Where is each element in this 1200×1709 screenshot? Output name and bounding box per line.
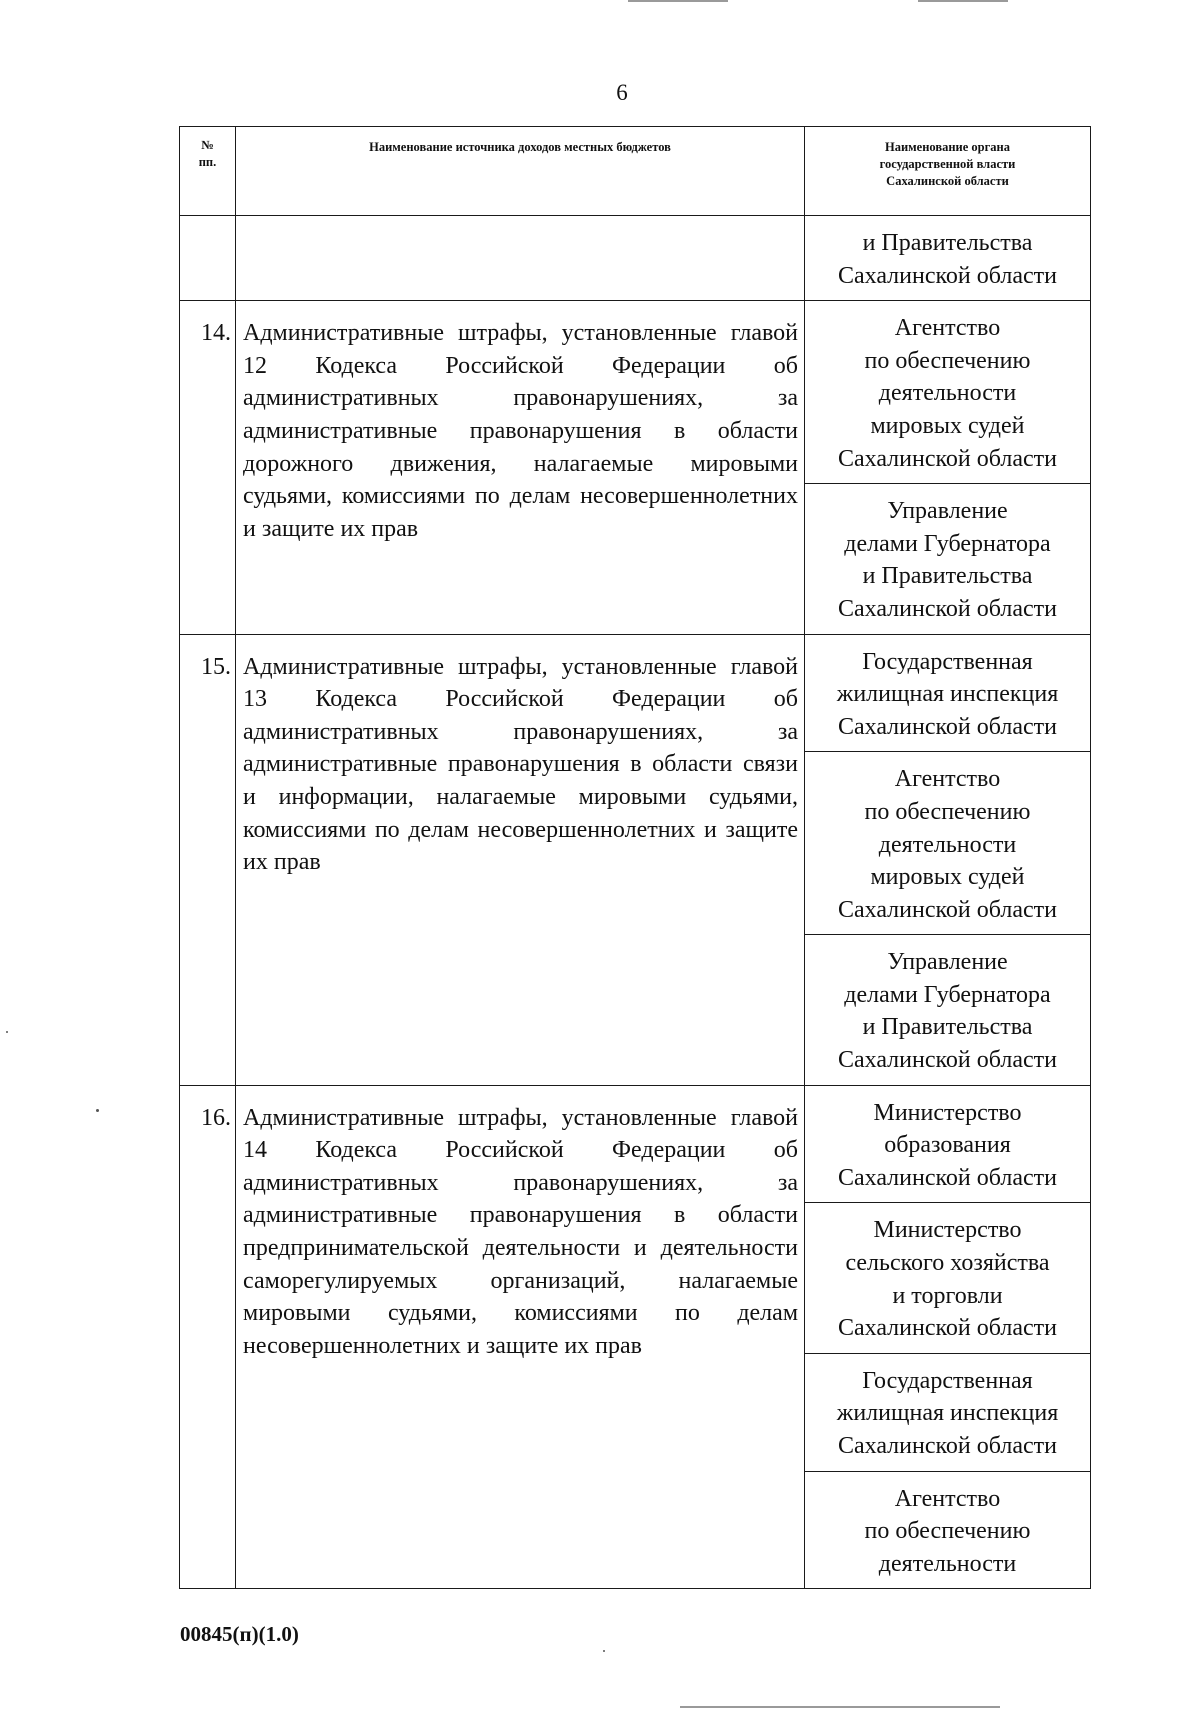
authority-name-line: Управление xyxy=(887,498,1008,525)
authority-cell xyxy=(805,1471,1091,1589)
authority-name-line: мировых судей xyxy=(870,412,1025,439)
header-authority xyxy=(805,127,1091,216)
authority-name-line: по обеспечению xyxy=(864,798,1031,825)
header-authority-line: Сахалинской области xyxy=(886,174,1009,188)
row-number: 16. xyxy=(180,1085,236,1589)
authority-cell xyxy=(805,752,1091,935)
authority-name-line: Агентство xyxy=(894,766,1001,793)
authority-name-line: жилищная инспекция xyxy=(836,681,1059,708)
authority-name-line: и Правительства xyxy=(862,563,1033,590)
authority-name-line: Государственная xyxy=(862,648,1033,675)
authority-name-line: Государственная xyxy=(862,1367,1033,1394)
header-authority-line: Наименование органа xyxy=(884,140,1011,154)
table-row xyxy=(180,634,1091,752)
authority-cell xyxy=(805,301,1091,484)
header-source-name: Наименование источника доходов местных бюджетов xyxy=(236,127,805,216)
authority-name-line: Агентство xyxy=(894,315,1001,342)
authority-name-line: Министерство xyxy=(873,1099,1022,1126)
authority-name-line: по обеспечению xyxy=(864,1518,1031,1545)
authority-name-line: делами Губернатора xyxy=(844,530,1051,557)
authority-name-line: деятельности xyxy=(878,380,1017,407)
scan-artifact-speck xyxy=(6,1031,8,1033)
authority-name-line: Сахалинской области xyxy=(837,1315,1058,1342)
authority-cell xyxy=(805,935,1091,1085)
authority-name-line: Агентство xyxy=(894,1485,1001,1512)
authority-name-line: Сахалинской области xyxy=(837,1047,1058,1074)
authority-name-line: Министерство xyxy=(873,1217,1022,1244)
header-num xyxy=(180,127,236,216)
scan-artifact-speck xyxy=(603,1650,605,1652)
table-row xyxy=(180,1085,1091,1203)
revenue-source-name: Административные штрафы, установленные главой 13 Кодекса Российской Федерации об административных правонарушениях, за административные правонарушения в области связи и информации, налагаемые мировыми судьями, комиссиями по делам несовершеннолетних и защите их прав xyxy=(236,634,805,1085)
authority-cell xyxy=(805,634,1091,752)
revenue-source-name: Административные штрафы, установленные главой 12 Кодекса Российской Федерации об административных правонарушениях, за административные правонарушения в области дорожного движения, налагаемые мировыми судьями, комиссиями по делам несовершеннолетних и защите их прав xyxy=(236,301,805,634)
scan-artifact-speck xyxy=(96,1109,99,1112)
authority-name-line: и Правительства xyxy=(862,230,1033,256)
revenue-sources-table xyxy=(179,126,1091,1589)
row-number: 14. xyxy=(180,301,236,634)
authority-name-line: Сахалинской области xyxy=(837,1164,1058,1191)
authority-name-line: деятельности xyxy=(878,1550,1017,1577)
authority-name-line: Управление xyxy=(887,949,1008,976)
authority-name-line: образования xyxy=(884,1132,1011,1159)
authority-name-line: и торговли xyxy=(892,1282,1003,1309)
row-number: 15. xyxy=(180,634,236,1085)
authority-name-line: Сахалинской области xyxy=(837,896,1058,923)
authority-name-line: мировых судей xyxy=(870,864,1025,891)
authority-name-line: деятельности xyxy=(878,831,1017,858)
authority-name-line: Сахалинской области xyxy=(837,445,1058,472)
table-row xyxy=(180,216,1091,301)
page-number: 6 xyxy=(616,80,628,105)
authority-name-line: Сахалинской области xyxy=(837,1433,1058,1459)
authority-name-line: сельского хозяйства xyxy=(845,1250,1050,1277)
row-number xyxy=(180,216,236,301)
scan-artifact-line xyxy=(628,0,728,2)
authority-name-line: жилищная инспекция xyxy=(836,1400,1059,1427)
table-body xyxy=(180,216,1091,1589)
revenue-source-name: Административные штрафы, установленные главой 14 Кодекса Российской Федерации об административных правонарушениях, за административные правонарушения в области предпринимательской деятельности и деятельности саморегулируемых организаций, налагаемые мировыми судьями, комиссиями по делам несовершеннолетних и защите их прав xyxy=(236,1085,805,1589)
header-num-label: № пп. xyxy=(198,138,217,169)
authority-cell xyxy=(805,1085,1091,1203)
authority-name-line: делами Губернатора xyxy=(844,981,1051,1008)
authority-name-line: по обеспечению xyxy=(864,347,1031,374)
authority-cell xyxy=(805,1353,1091,1471)
scan-artifact-line xyxy=(918,0,1008,2)
header-authority-line: государственной власти xyxy=(879,157,1016,171)
authority-name-line: и Правительства xyxy=(862,1014,1033,1041)
authority-cell xyxy=(805,216,1091,301)
revenue-source-name xyxy=(236,216,805,301)
authority-cell xyxy=(805,1203,1091,1353)
table-header-row xyxy=(180,127,1091,216)
authority-name-line: Сахалинской области xyxy=(837,262,1058,289)
authority-name-line: Сахалинской области xyxy=(837,713,1058,740)
document-code: 00845(п)(1.0) xyxy=(180,1622,299,1646)
scan-artifact-line xyxy=(680,1706,1000,1708)
authority-name-line: Сахалинской области xyxy=(837,595,1058,622)
authority-cell xyxy=(805,484,1091,634)
table-row xyxy=(180,301,1091,484)
